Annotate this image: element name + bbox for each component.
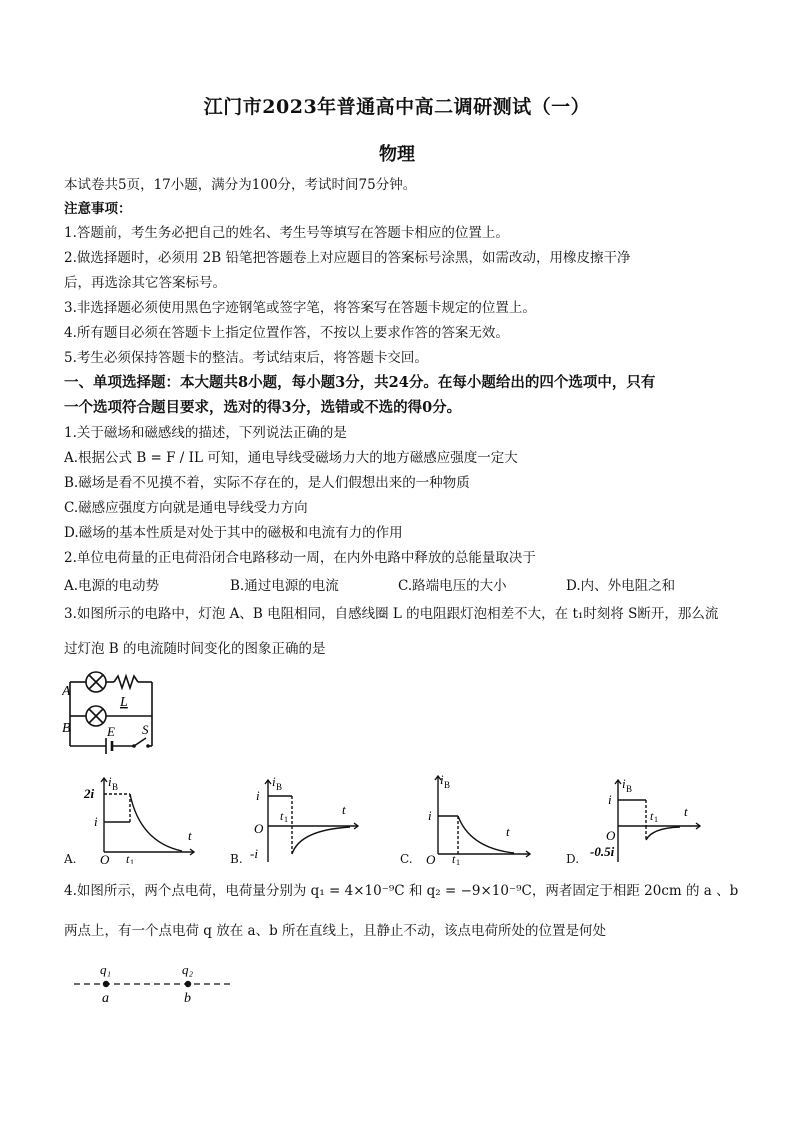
graph-c-ib: i: [440, 772, 444, 787]
graph-c: [418, 770, 536, 866]
graph-d-t1-sub: 1: [654, 815, 658, 824]
graph-c-t1: t: [452, 852, 456, 866]
q2-option-d: D.内、外电阻之和: [566, 578, 676, 594]
section-heading-2: 一个选项符合题目要求，选对的得3分，选错或不选的得0分。: [64, 399, 462, 416]
q3-stem-1: 3.如图所示的电路中，灯泡 A、B 电阻相同，自感线圈 L 的电阻跟灯泡相差不大，在 t₁时刻将 S断开，那么流: [64, 606, 719, 622]
label-a: A: [62, 684, 71, 699]
graph-d-origin: O: [606, 828, 616, 843]
q2-stem: 2.单位电荷量的正电荷沿闭合电路移动一周，在内外电路中释放的总能量取决于: [64, 550, 536, 566]
exam-title: 江门市2023年普通高中高二调研测试（一）: [203, 96, 591, 118]
charge-q1-dot: [103, 981, 109, 987]
graph-a-origin: O: [100, 852, 110, 864]
q4-stem-2: 两点上，有一个点电荷 q 放在 a、b 所在直线上，且静止不动，该点电荷所处的位置是何处: [64, 923, 606, 939]
graph-b-ib: i: [272, 774, 276, 789]
label-e: E: [107, 724, 115, 739]
lamp-b-icon: [86, 706, 106, 726]
notice-title: 注意事项：: [64, 201, 132, 217]
graph-option-a: A.: [64, 852, 77, 866]
graph-a-i: i: [94, 814, 98, 829]
graph-a: [82, 772, 202, 864]
switch-contact-icon: [146, 744, 150, 748]
notice-2-cont: 后，再选涂其它答案标号。: [64, 275, 226, 291]
subject-title: 物理: [379, 144, 415, 165]
q1-option-c: C.磁感应强度方向就是通电导线受力方向: [64, 500, 308, 516]
graph-d-neg-half-i: -0.5i: [590, 844, 615, 859]
q1-stem: 1.关于磁场和磁感线的描述，下列说法正确的是: [64, 425, 347, 441]
label-s: S: [142, 722, 149, 737]
graph-option-b: B.: [230, 852, 243, 866]
graph-b-t1: t: [280, 809, 284, 823]
graph-b-neg-i: -i: [250, 846, 258, 861]
graph-b-t: t: [342, 802, 346, 817]
label-b: B: [62, 721, 71, 736]
label-q2: q₂: [182, 962, 194, 977]
notice-5: 5.考生必须保持答题卡的整洁。考试结束后，将答题卡交回。: [64, 350, 428, 366]
graph-b: [246, 774, 364, 866]
q2-option-b: B.通过电源的电流: [230, 578, 339, 594]
q1-option-a: A.根据公式 B = F / IL 可知，通电导线受磁场力大的地方磁感应强度一定大: [64, 450, 518, 466]
q1-option-d: D.磁场的基本性质是对处于其中的磁极和电流有力的作用: [64, 525, 403, 541]
q2-option-c: C.路端电压的大小: [398, 578, 507, 594]
graph-c-t1-sub: 1: [456, 858, 460, 866]
graph-c-i: i: [428, 808, 432, 823]
circuit-diagram: [62, 668, 172, 754]
graph-a-t: t: [188, 828, 192, 843]
section-heading-1: 一、单项选择题：本大题共8小题，每小题3分，共24分。在每小题给出的四个选项中，只有: [64, 374, 656, 391]
label-q1: q₁: [100, 962, 112, 977]
notice-2: 2.做选择题时，必须用 2B 铅笔把答题卷上对应题目的答案标号涂黑，如需改动，用橡皮擦干净: [64, 250, 631, 266]
battery-icon: [106, 738, 112, 754]
graph-b-origin: O: [254, 821, 264, 836]
charge-line-diagram: [72, 958, 232, 1008]
graph-c-t: t: [506, 824, 510, 839]
graph-a-ib-sub: B: [112, 782, 119, 792]
graph-c-ib-sub: B: [444, 780, 451, 790]
q1-option-b: B.磁场是看不见摸不着，实际不存在的，是人们假想出来的一种物质: [64, 475, 470, 491]
graph-d: [588, 774, 706, 866]
graph-option-c: C.: [400, 852, 413, 866]
graph-a-t1-sub: 1: [130, 858, 134, 864]
notice-1: 1.答题前，考生务必把自己的姓名、考生号等填写在答题卡相应的位置上。: [64, 225, 509, 241]
graph-a-ib: i: [108, 774, 112, 789]
q4-stem-1: 4.如图所示，两个点电荷，电荷量分别为 q₁ = 4×10⁻⁹C 和 q₂ = −9×10⁻⁹C，两者固定于相距 20cm 的 a 、b: [64, 883, 739, 899]
graph-b-ib-sub: B: [276, 782, 283, 792]
q3-stem-2: 过灯泡 B 的电流随时间变化的图象正确的是: [64, 641, 326, 657]
label-l: L: [120, 695, 128, 710]
graph-d-i: i: [608, 792, 612, 807]
graph-c-origin: O: [426, 852, 436, 866]
graph-d-ib-sub: B: [626, 784, 633, 794]
graph-d-t: t: [684, 804, 688, 819]
q2-option-a: A.电源的电动势: [64, 578, 160, 594]
switch-contact-icon: [132, 744, 136, 748]
label-point-b: b: [184, 991, 191, 1006]
graph-a-t1: t: [126, 852, 130, 864]
notice-3: 3.非选择题必须使用黑色字迹钢笔或签字笔，将答案写在答题卡规定的位置上。: [64, 300, 536, 316]
intro-text: 本试卷共5页，17小题，满分为100分，考试时间75分钟。: [64, 177, 417, 193]
graph-d-ib: i: [622, 776, 626, 791]
graph-option-d: D.: [566, 852, 580, 866]
graph-b-i: i: [256, 788, 260, 803]
graph-b-t1-sub: 1: [284, 815, 288, 824]
label-point-a: a: [102, 991, 109, 1006]
graph-a-2i: 2i: [84, 786, 95, 801]
charge-q2-dot: [185, 981, 191, 987]
graph-d-t1: t: [650, 809, 654, 823]
notice-4: 4.所有题目必须在答题卡上指定位置作答，不按以上要求作答的答案无效。: [64, 325, 509, 341]
lamp-a-icon: [86, 672, 106, 692]
